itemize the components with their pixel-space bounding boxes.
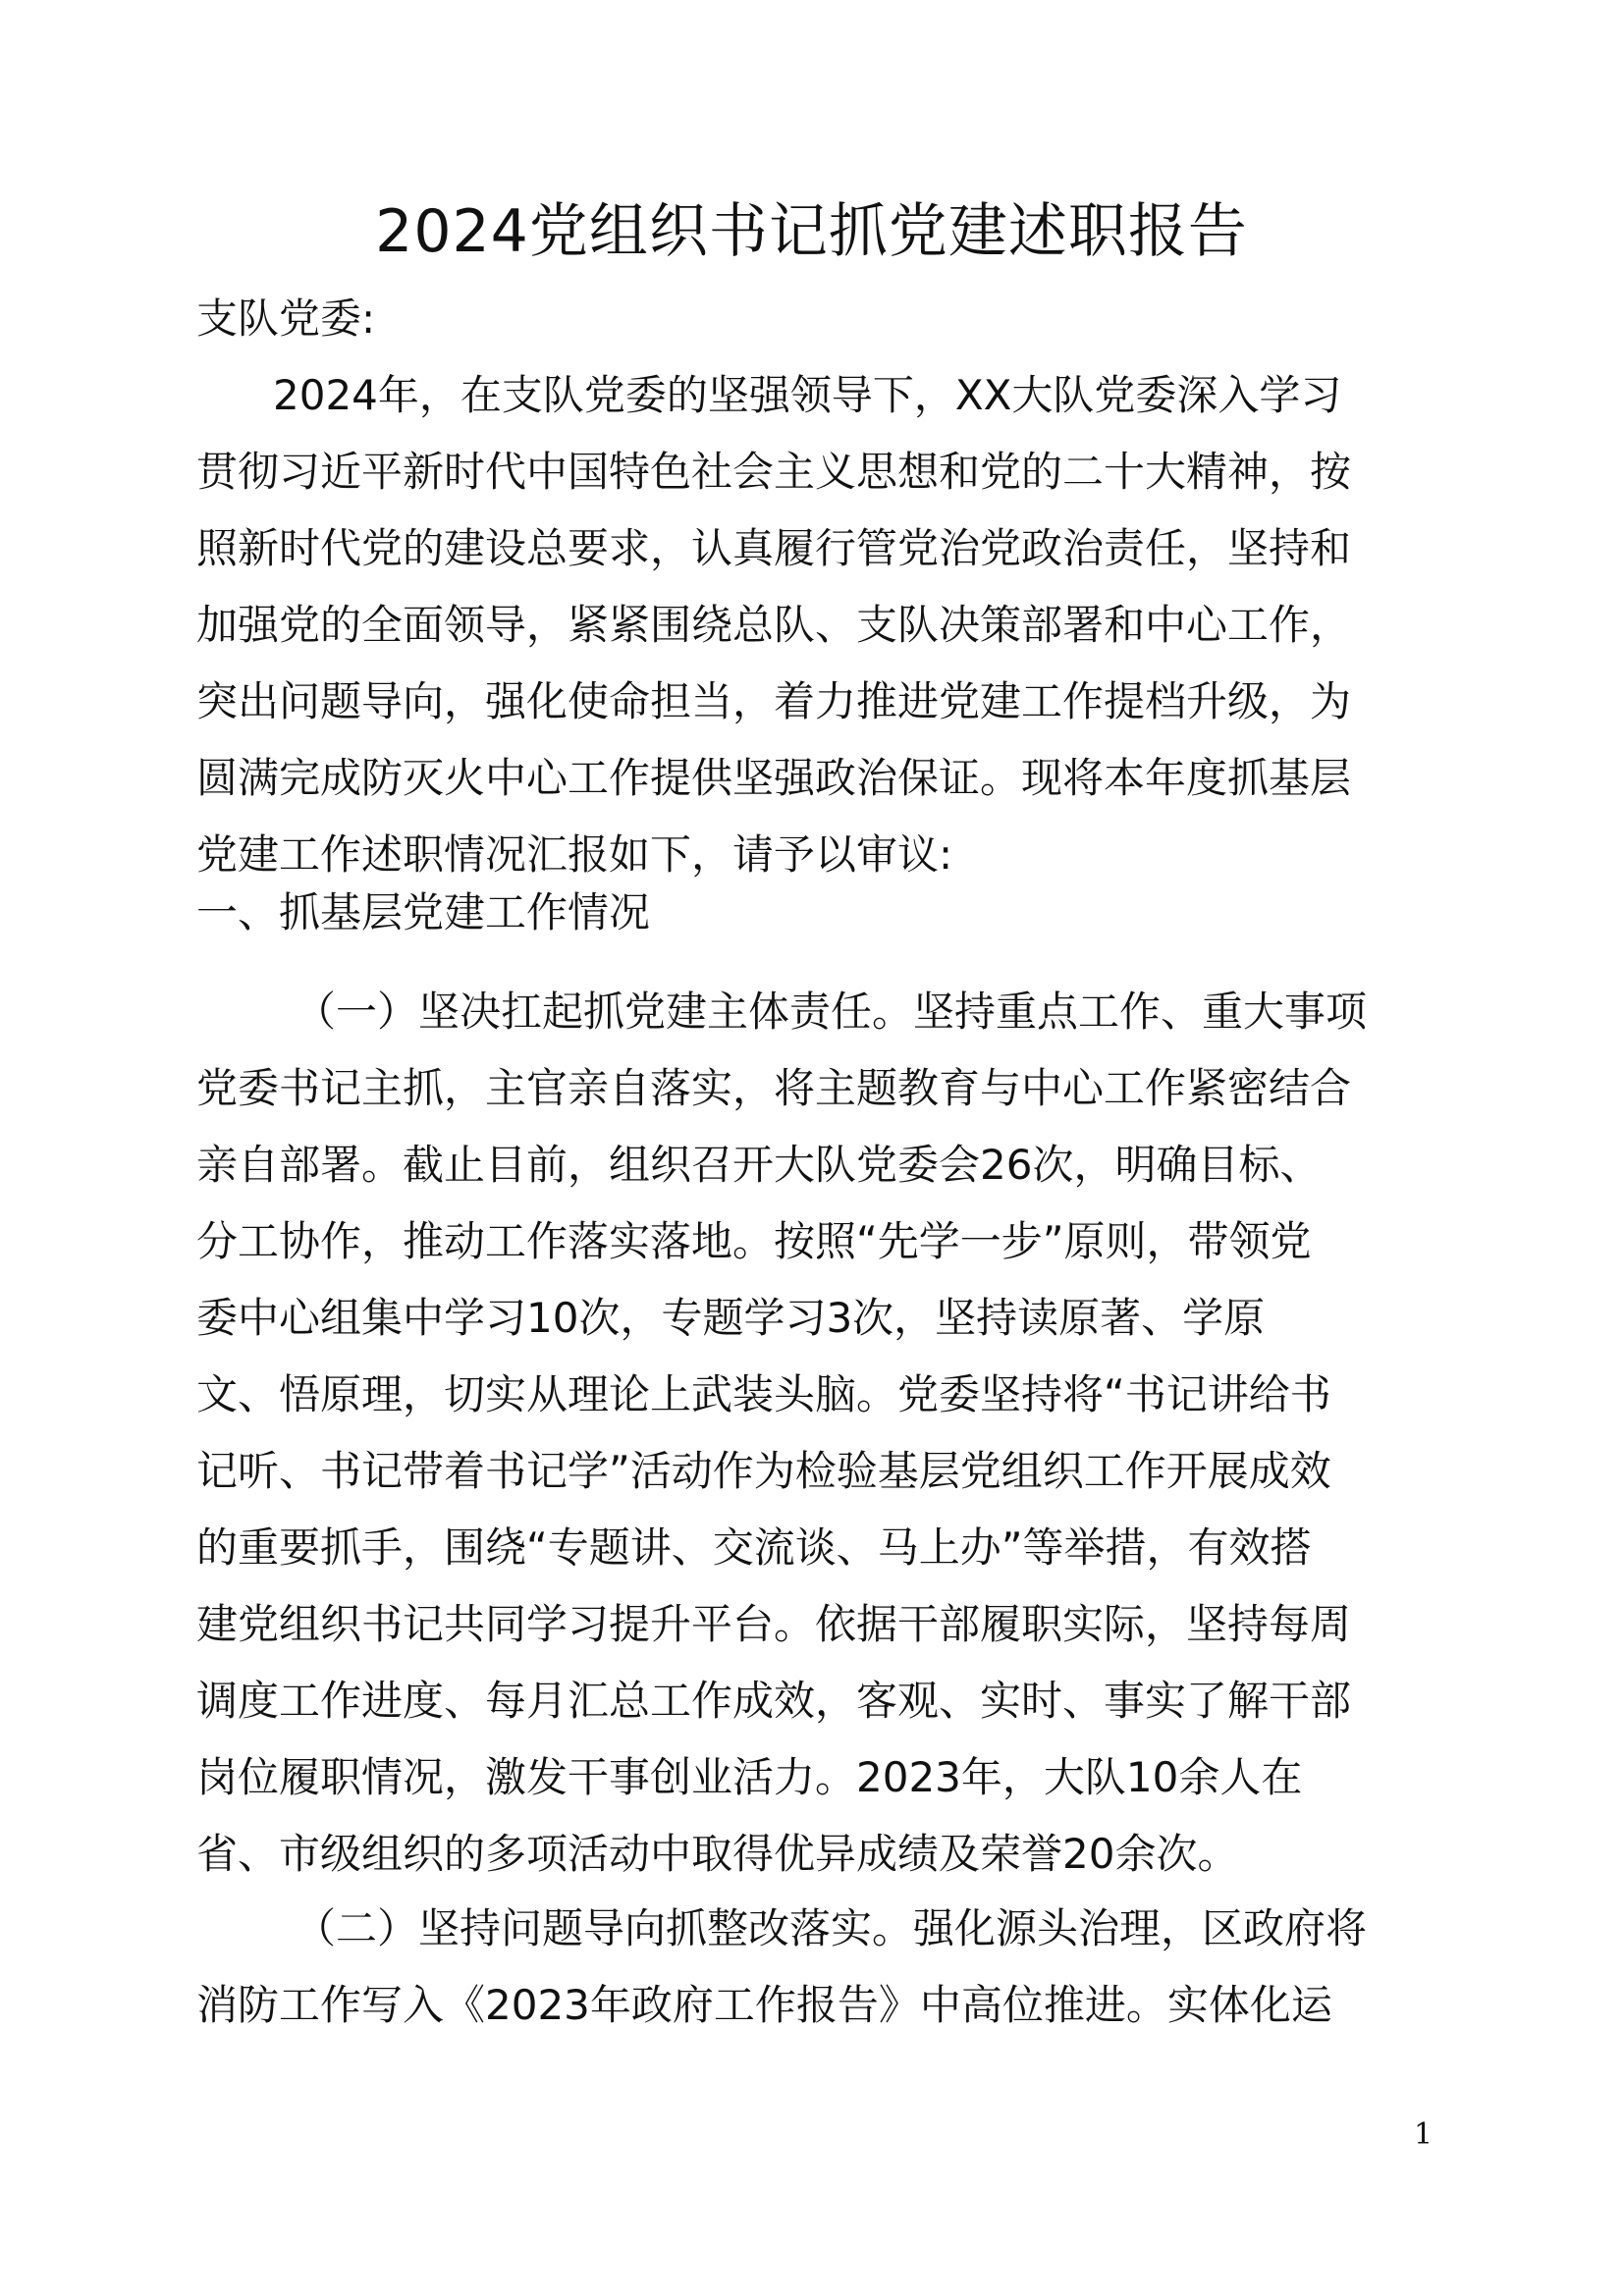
intro-line: 2024年，在支队党委的坚强领导下，XX大队党委深入学习 xyxy=(273,371,1342,419)
paragraph-2 xyxy=(196,1891,1463,2044)
paragraph-line: 记听、书记带着书记学”活动作为检验基层党组织工作开展成效 xyxy=(196,1447,1331,1495)
paragraph-line: （一）坚决扛起抓党建主体责任。坚持重点工作、重大事项 xyxy=(295,988,1368,1036)
intro-line: 党建工作述职情况汇报如下，请予以审议: xyxy=(196,830,953,879)
paragraph-line: 文、悟原理，切实从理论上武装头脑。党委坚持将“书记讲给书 xyxy=(196,1370,1331,1418)
intro-paragraph xyxy=(196,357,1463,893)
intro-line: 加强党的全面领导，紧紧围绕总队、支队决策部署和中心工作， xyxy=(196,601,1352,649)
paragraph-line: 省、市级组织的多项活动中取得优异成绩及荣誉20余次。 xyxy=(196,1830,1239,1878)
intro-line: 贯彻习近平新时代中国特色社会主义思想和党的二十大精神，按 xyxy=(196,448,1352,496)
paragraph-line: 分工协作，推动工作落实落地。按照“先学一步”原则，带领党 xyxy=(196,1217,1312,1265)
intro-line: 圆满完成防灭火中心工作提供坚强政治保证。现将本年度抓基层 xyxy=(196,754,1352,802)
document-title: 2024党组织书记抓党建述职报告 xyxy=(375,197,1248,266)
intro-line: 照新时代党的建设总要求，认真履行管党治党政治责任，坚持和 xyxy=(196,524,1352,572)
paragraph-line: 党委书记主抓，主官亲自落实，将主题教育与中心工作紧密结合 xyxy=(196,1064,1352,1112)
paragraph-line: 委中心组集中学习10次，专题学习3次，坚持读原著、学原 xyxy=(196,1294,1266,1342)
paragraph-line: 的重要抓手，围绕“专题讲、交流谈、马上办”等举措，有效搭 xyxy=(196,1523,1312,1572)
intro-line: 突出问题导向，强化使命担当，着力推进党建工作提档升级，为 xyxy=(196,677,1352,725)
paragraph-1 xyxy=(196,974,1463,1893)
page-number: 1 xyxy=(1414,2117,1434,2152)
salutation: 支队党委: xyxy=(196,294,376,343)
paragraph-line: 岗位履职情况，激发干事创业活力。2023年，大队10余人在 xyxy=(196,1753,1303,1801)
paragraph-line: 消防工作写入《2023年政府工作报告》中高位推进。实体化运 xyxy=(196,1981,1332,2029)
paragraph-line: 调度工作进度、每月汇总工作成效，客观、实时、事实了解干部 xyxy=(196,1677,1352,1725)
paragraph-line: （二）坚持问题导向抓整改落实。强化源头治理，区政府将 xyxy=(295,1904,1368,1952)
section-heading: 一、抓基层党建工作情况 xyxy=(196,888,651,936)
paragraph-line: 亲自部署。截止目前，组织召开大队党委会26次，明确目标、 xyxy=(196,1141,1322,1189)
paragraph-line: 建党组织书记共同学习提升平台。依据干部履职实际，坚持每周 xyxy=(196,1600,1352,1648)
